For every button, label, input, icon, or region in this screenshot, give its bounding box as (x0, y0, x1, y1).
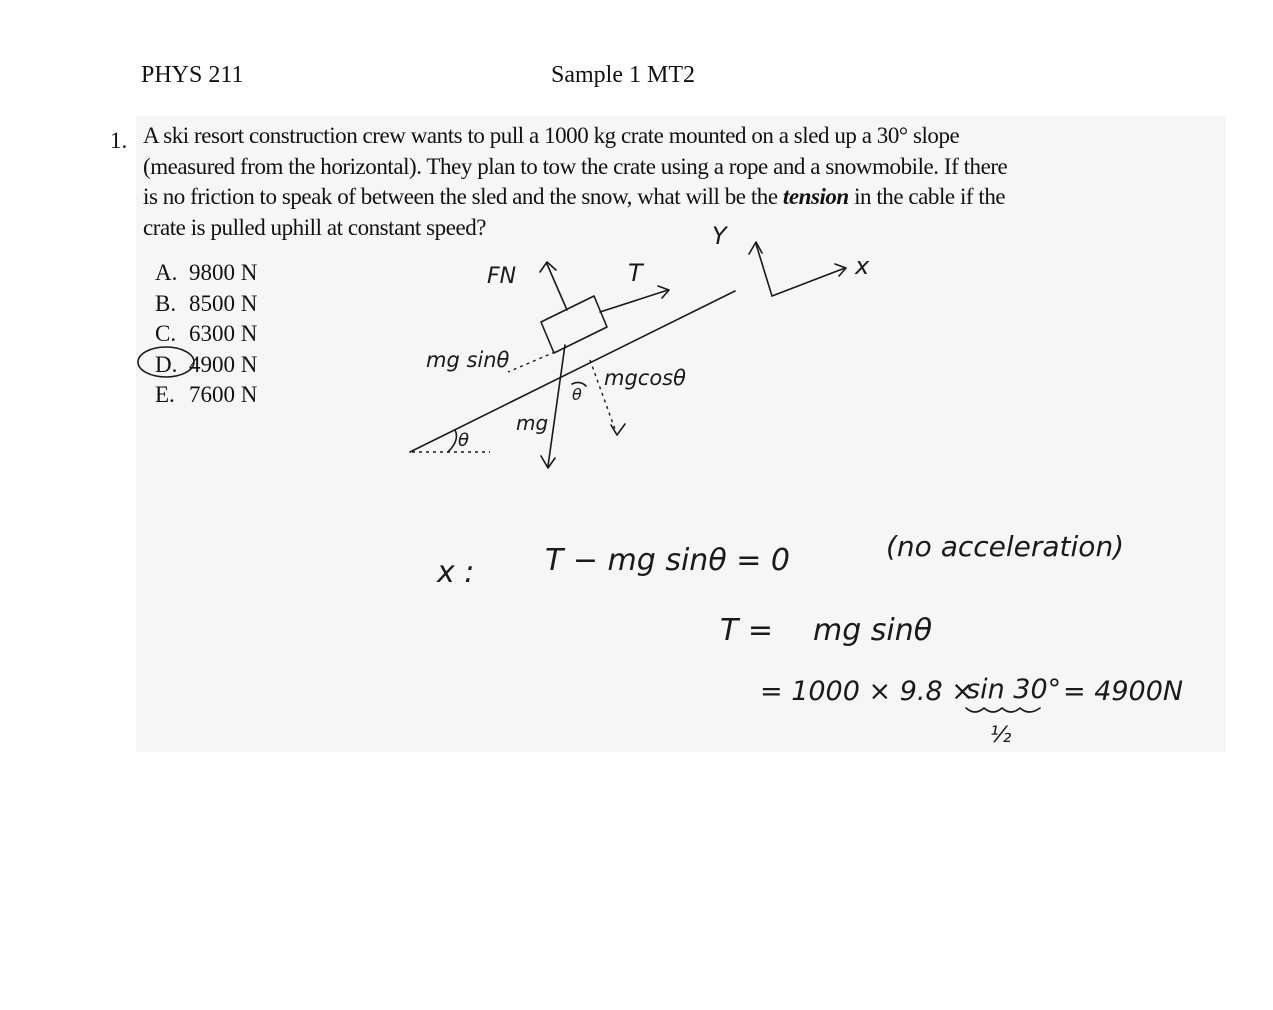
x-axis-arrow (772, 264, 846, 296)
weight-arrow (541, 345, 565, 468)
question-text-before: A ski resort construction crew wants to pull a 1000 kg crate mounted on a sled up a 30° slope (measured from the horizontal). They plan to tow the crate using a rope and a snowmobile. If there is no friction to speak of between the sled and the snow, what will be the (143, 123, 1008, 209)
sin-30-term: sin 30° (966, 674, 1062, 705)
force-balance-equation: T − mg sinθ = 0 (545, 543, 790, 578)
normal-force-arrow (540, 262, 567, 310)
choice-c-letter: C. (155, 321, 177, 346)
crate-box (541, 296, 607, 353)
underbrace-squiggle (966, 708, 1040, 712)
choice-e-letter: E. (155, 382, 175, 407)
mg-cos-label: mgcosθ (604, 366, 686, 390)
answer-circle-mark (138, 347, 194, 377)
half-value: ½ (990, 723, 1012, 748)
question-emphasis: tension (782, 184, 849, 209)
question-number: 1. (110, 128, 128, 153)
choice-b-letter: B. (155, 290, 177, 316)
x-axis-equation-label: x : (437, 555, 475, 590)
crate-angle-label: θ (572, 385, 582, 404)
numeric-substitution: = 1000 × 9.8 × (760, 676, 974, 707)
choice-e-text: 7600 N (189, 382, 258, 407)
no-acceleration-note: (no acceleration) (886, 530, 1125, 563)
choice-b-text: 8500 N (189, 290, 258, 316)
tension-arrow (600, 286, 669, 312)
mgsin-dashed-arrow (508, 352, 555, 372)
y-axis-label: Y (712, 222, 727, 250)
x-axis-label: x (855, 252, 870, 280)
normal-force-label: FN (487, 264, 517, 289)
question-text-after: in the cable if the crate is pulled uphill at constant speed? (143, 184, 1006, 240)
tension-label: T (628, 259, 643, 287)
y-axis-arrow (749, 242, 772, 296)
exam-title: Sample 1 MT2 (551, 62, 695, 88)
weight-label: mg (516, 411, 549, 435)
choice-a-text: 9800 N (189, 260, 258, 285)
slope-angle-label: θ (458, 430, 470, 451)
course-code: PHYS 211 (141, 62, 244, 88)
free-body-diagram (410, 222, 870, 468)
worked-solution (436, 530, 1183, 748)
final-result: = 4900N (1063, 676, 1184, 707)
choice-c-text: 6300 N (189, 321, 258, 346)
choice-a-letter: A. (155, 260, 178, 285)
mg-sin-label: mg sinθ (426, 348, 510, 372)
tension-rhs: mg sinθ (813, 613, 933, 648)
mgcos-arrowhead (611, 424, 625, 435)
choice-d-text: 4900 N (189, 351, 258, 377)
tension-lhs: T = (720, 613, 773, 648)
choice-d-letter: D. (155, 351, 178, 377)
